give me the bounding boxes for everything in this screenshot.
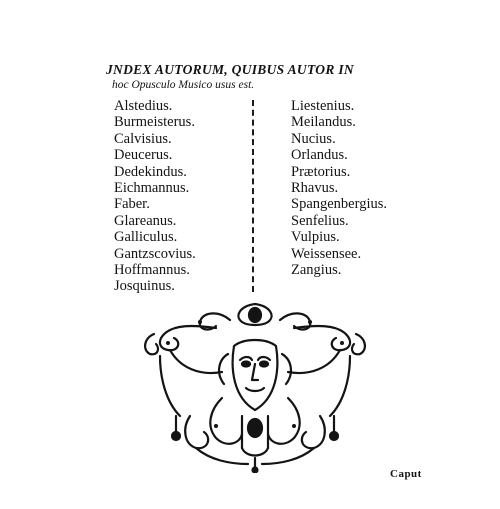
author-entry: Liestenius. xyxy=(291,98,355,114)
author-entry: Galliculus. xyxy=(114,229,178,246)
author-entry: Glareanus. xyxy=(114,212,177,229)
author-entry: Meilandus. xyxy=(291,114,356,131)
grotesque-mask-tailpiece-icon xyxy=(130,298,380,473)
index-title: JNDEX AUTORUM, QUIBUS AUTOR IN xyxy=(106,62,354,77)
column-divider xyxy=(252,100,254,292)
catchword: Caput xyxy=(390,468,422,480)
author-list-left xyxy=(114,98,196,295)
author-entry: Vulpius. xyxy=(291,229,340,246)
index-subtitle: hoc Opusculo Musico usus est. xyxy=(112,79,255,91)
author-entry: Calvisius. xyxy=(114,130,172,147)
author-entry: Deucerus. xyxy=(114,147,173,164)
author-entry: Prætorius. xyxy=(291,163,351,180)
author-entry: Alstedius. xyxy=(114,98,173,114)
author-entry: Rhavus. xyxy=(291,179,339,196)
author-entry: Orlandus. xyxy=(291,147,348,164)
author-entry: Dedekindus. xyxy=(114,163,187,180)
author-entry: Nucius. xyxy=(291,130,336,147)
author-entry: Faber. xyxy=(114,196,150,213)
author-entry: Senfelius. xyxy=(291,212,349,229)
author-entry: Eichmannus. xyxy=(114,179,190,196)
author-entry: Spangenbergius. xyxy=(291,196,387,213)
author-entry: Hoffmannus. xyxy=(114,261,190,278)
author-entry: Zangius. xyxy=(291,261,342,278)
author-entry: Weissensee. xyxy=(291,245,362,262)
author-entry: Burmeisterus. xyxy=(114,114,195,131)
author-entry: Gantzscovius. xyxy=(114,245,196,262)
author-list-right xyxy=(291,98,387,278)
author-entry: Josquinus. xyxy=(114,278,175,295)
